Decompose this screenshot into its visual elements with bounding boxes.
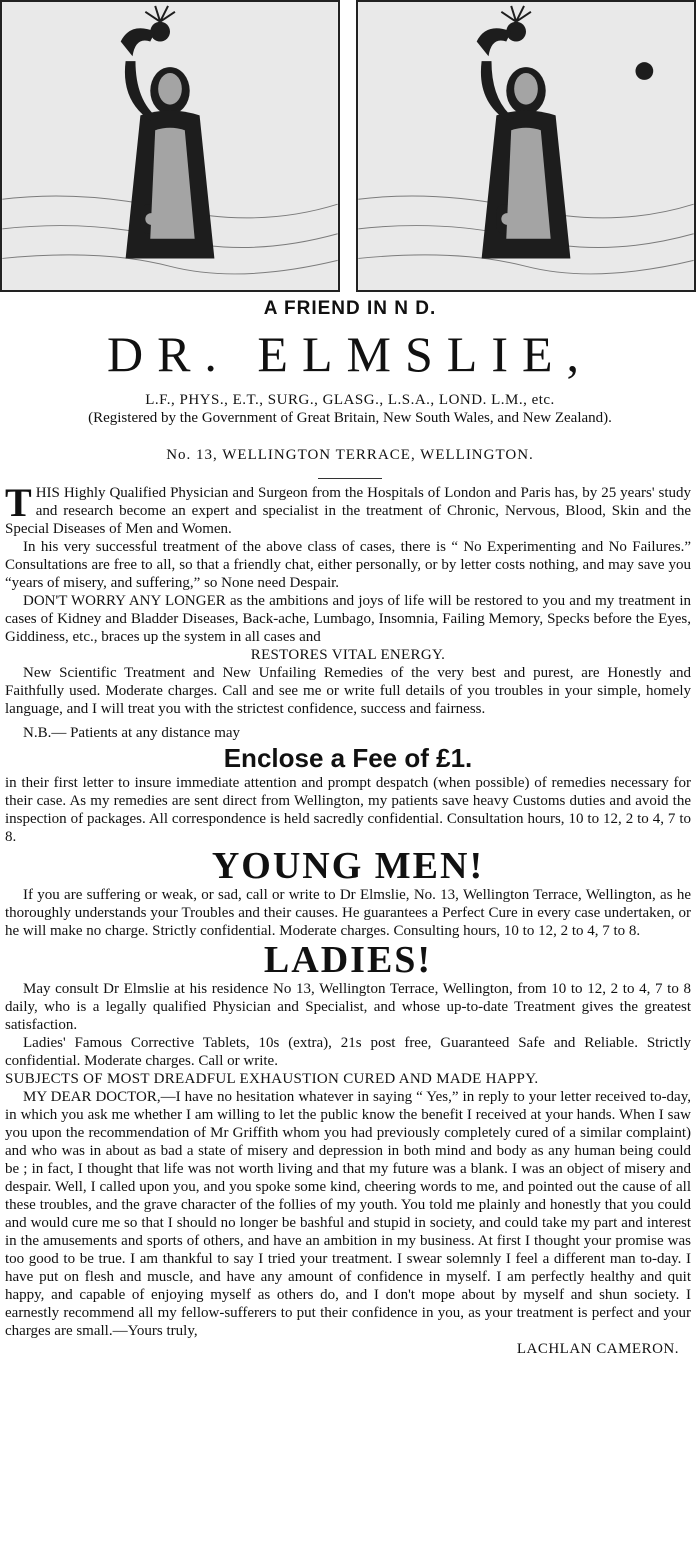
doctor-name-heading: DR. ELMSLIE, bbox=[106, 326, 594, 382]
fee-paragraph: in their first letter to insure immediate attention and prompt despatch (when possible) of remedies necessary for their case. As my remedies are sent direct from Wellington, my patients save heavy Customs duties and avoid the inspection of packages. All correspondence is held sacredly confidential. Consultation hours, 10 to 12, 2 to 4, 7 to 8. bbox=[5, 775, 691, 845]
woman-figure-icon bbox=[2, 2, 338, 290]
ladies-heading: LADIES! bbox=[263, 939, 433, 981]
tagline: A FRIEND IN N D. bbox=[263, 298, 437, 319]
illustration-row bbox=[0, 0, 700, 295]
advert-body bbox=[5, 480, 691, 1358]
intro-paragraph bbox=[5, 480, 691, 538]
tablets-paragraph: Ladies' Famous Corrective Tablets, 10s (extra), 21s post free, Guaranteed Safe and Reliable. Strictly confidential. Moderate charges. Call or write. bbox=[5, 1035, 691, 1069]
registration-line: (Registered by the Government of Great Britain, New South Wales, and New Zealand). bbox=[88, 410, 612, 426]
restores-heading: RESTORES VITAL ENERGY. bbox=[250, 647, 446, 663]
woman-with-lamp-illustration-right bbox=[356, 0, 696, 292]
testimonial-letter: MY DEAR DOCTOR,—I have no hesitation whatever in saying “ Yes,” in reply to your letter received to-day, in which you ask me whether I am willing to let the public know the benefit I received at your hands. When I saw you upon the recommendation of Mr Griffith whom you had previously completely cured of a similar complaint) and who was in about as bad a state of misery and depression in both mind and body as any human being could be ; in fact, I thought that life was not worth living and that my future was a blank. I was an object of misery and despair. Well, I called upon you, and you spoke some kind, cheering words to me, and pointed out the cause of all these troubles, and the grave character of the follies of my youth. You told me plainly and honestly that you could and would cure me so that I should no longer be bashful and stupid in society, and could take my part and interest in the amusements and sports of others, and have an ambition in my business. At first I thought your promise was too good to be true. I am thankful to say I tried your treatment. I swear solemnly I feel a different man to-day. I have put on flesh and muscle, and have any amount of confidence in myself. I am perfectly healthy and quit happy, and capable of enjoying myself as others do, and I don't mope about by myself and shun society. I earnestly recommend all my fellow-sufferers to put their confidence in you, as your treatment is perfect and your charges are small.—Yours truly, bbox=[5, 1089, 691, 1339]
nb-line: N.B.— Patients at any distance may bbox=[23, 725, 241, 741]
fee-heading: Enclose a Fee of £1. bbox=[223, 743, 473, 773]
young-men-heading: YOUNG MEN! bbox=[211, 845, 485, 887]
dont-worry-paragraph: DON'T WORRY ANY LONGER as the ambitions and joys of life will be restored to you and my treatment in cases of Kidney and Bladder Diseases, Back-ache, Lumbago, Insomnia, Failing Memory, Specks before the Eyes, Giddiness, etc., braces up the system in all cases and bbox=[5, 593, 691, 645]
signature: LACHLAN CAMERON. bbox=[516, 1341, 679, 1357]
divider bbox=[318, 478, 382, 479]
treatment-paragraph: New Scientific Treatment and New Unfailing Remedies of the very best and purest, are Honestly and Faithfully used. Moderate charges. Call and see me or write full details of you troubles in your simple, homely language, and I will treat you with the strictest confidence, success and fairness. bbox=[5, 665, 691, 717]
ladies-paragraph: May consult Dr Elmslie at his residence No 13, Wellington Terrace, Wellington, from 10 to 12, 2 to 4, 7 to 8 daily, who is a legally qualified Physician and Specialist, and whose up-to-date Treatment gives the greatest satisfaction. bbox=[5, 981, 691, 1033]
subjects-heading: SUBJECTS OF MOST DREADFUL EXHAUSTION CURED AND MADE HAPPY. bbox=[5, 1071, 539, 1087]
drop-cap: T bbox=[5, 480, 32, 525]
young-men-paragraph: If you are suffering or weak, or sad, call or write to Dr Elmslie, No. 13, Wellington Terrace, Wellington, as he thoroughly understands your Troubles and their causes. He guarantees a Perfect Cure in every case undertaken, or he will make no charge. Strictly confidential. Moderate charges. Consulting hours, 10 to 12, 2 to 4, 7 to 8. bbox=[5, 887, 691, 939]
qualifications-line: L.F., PHYS., E.T., SURG., GLASG., L.S.A., LOND. L.M., etc. bbox=[145, 392, 555, 408]
woman-with-lamp-illustration-left bbox=[0, 0, 340, 292]
woman-figure-icon bbox=[358, 2, 694, 290]
intro-text: HIS Highly Qualified Physician and Surgeon from the Hospitals of London and Paris has, by 25 years' study and research become an expert and specialist in the treatment of Chronic, Nervous, Blood, Skin and the Special Diseases of Men and Women. bbox=[5, 485, 691, 537]
address-line: No. 13, WELLINGTON TERRACE, WELLINGTON. bbox=[166, 447, 534, 463]
experimenting-paragraph: In his very successful treatment of the above class of cases, there is “ No Experimenting and No Failures.” Consultations are free to all, so that a friendly chat, either personally, or by letter costs nothing, and may save you “years of misery, and suffering,” so None need Despair. bbox=[5, 539, 691, 591]
